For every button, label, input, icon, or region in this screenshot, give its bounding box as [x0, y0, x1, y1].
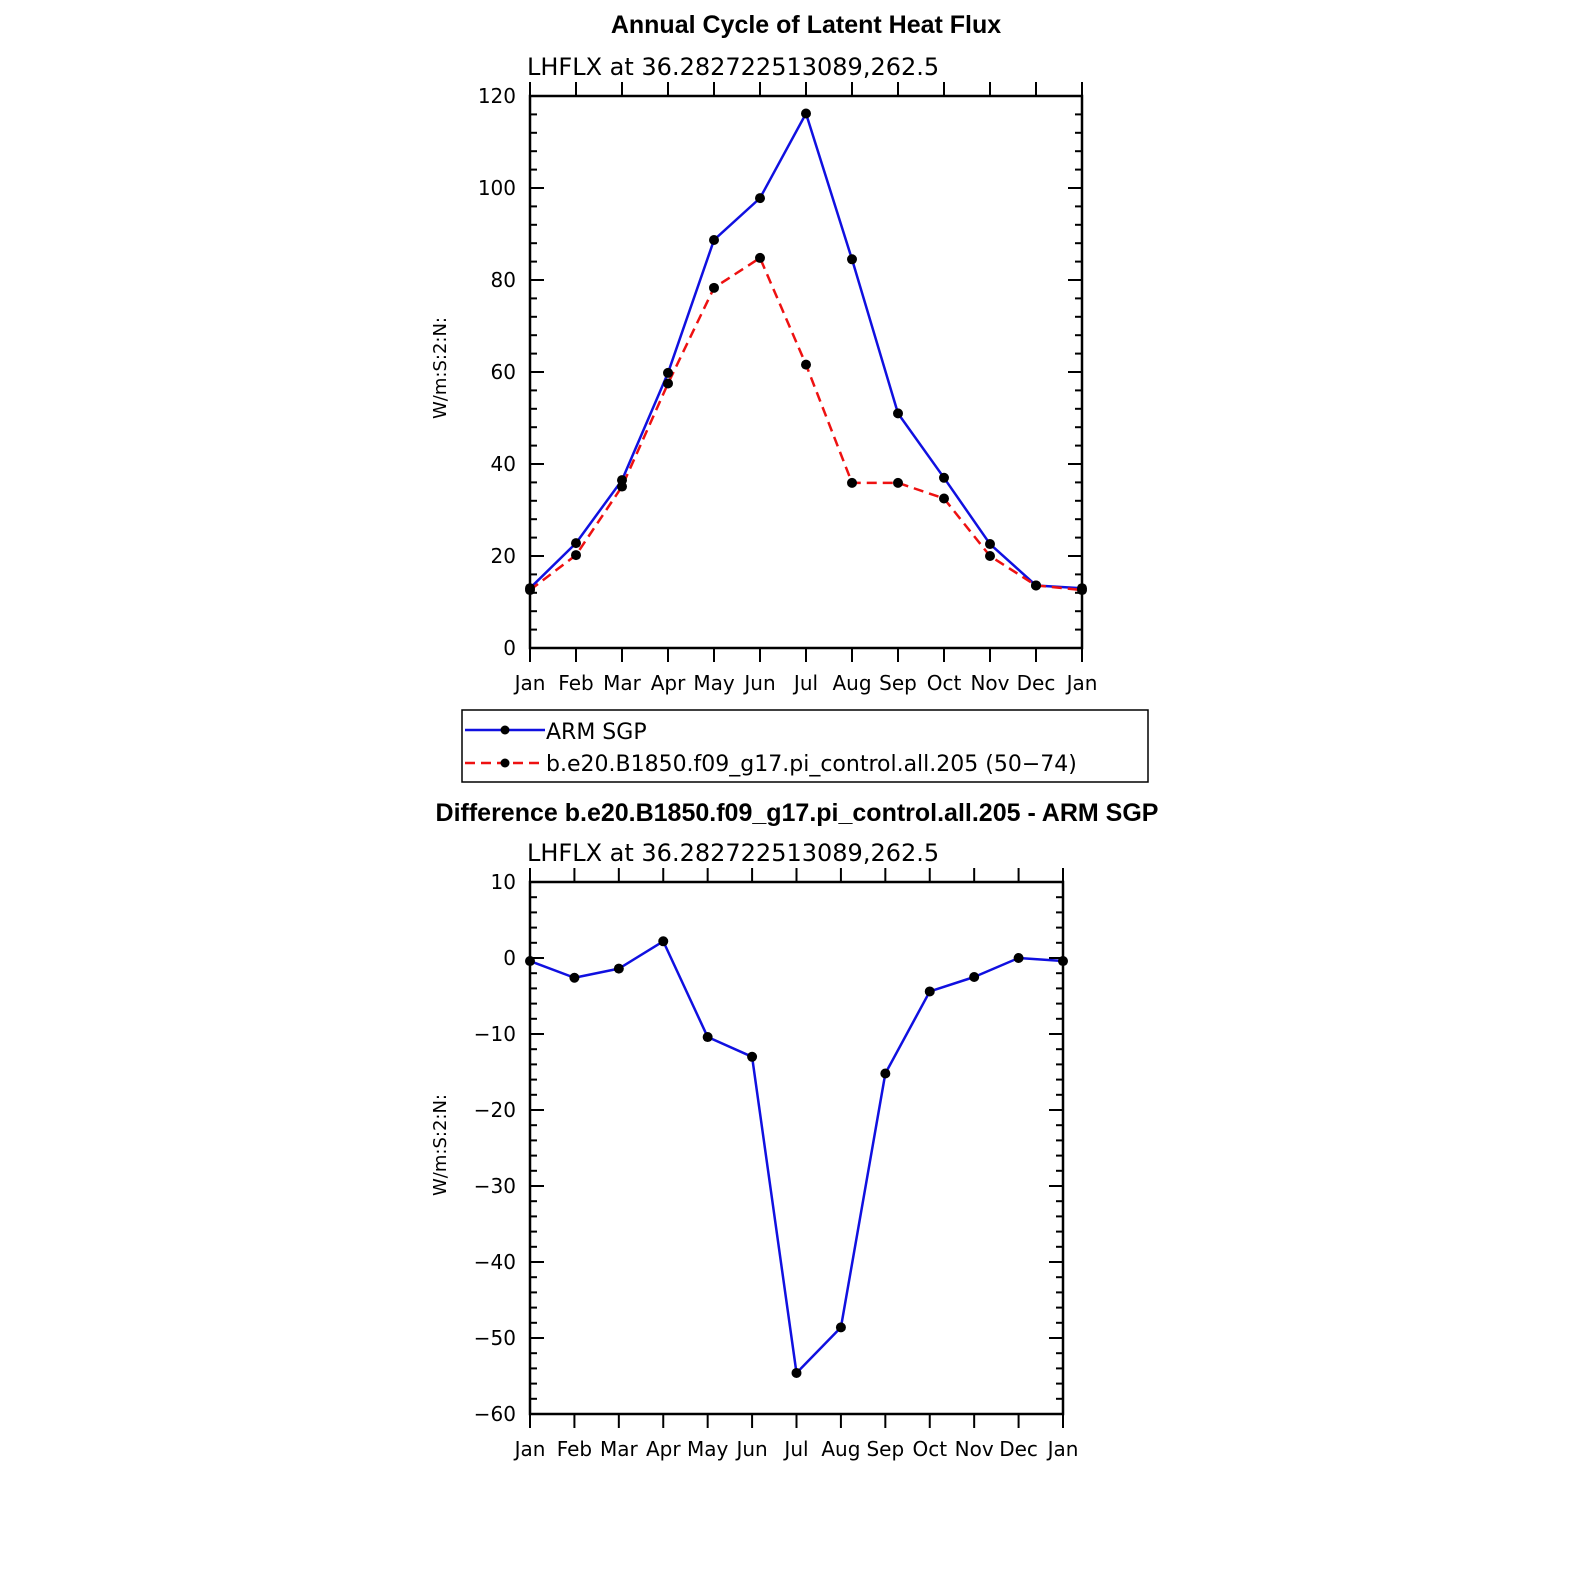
- top-x-tick-label: Jan: [1066, 671, 1098, 695]
- top-x-tick-label: Sep: [879, 671, 917, 695]
- top-series-1-point: [1077, 585, 1087, 595]
- top-series-0-point: [939, 473, 949, 483]
- bottom-x-tick-label: Jan: [514, 1437, 546, 1461]
- top-y-tick-label: 60: [490, 360, 516, 384]
- bottom-series-0-point: [1058, 956, 1068, 966]
- bottom-chart-title: Difference b.e20.B1850.f09_g17.pi_control.all.205 - ARM SGP: [435, 799, 1159, 827]
- top-series-0-point: [801, 108, 811, 118]
- bottom-series-0-point: [614, 964, 624, 974]
- top-plot-frame: [530, 96, 1082, 648]
- top-x-tick-label: Apr: [650, 671, 686, 695]
- bottom-y-tick-label: 0: [503, 946, 516, 970]
- bottom-x-tick-label: Aug: [821, 1437, 861, 1461]
- top-series-1-point: [525, 585, 535, 595]
- bottom-series-0-point: [925, 986, 935, 996]
- top-series-1-point: [617, 482, 627, 492]
- bottom-x-tick-label: Oct: [912, 1437, 948, 1461]
- top-y-tick-label: 80: [490, 268, 516, 292]
- top-chart: [430, 11, 1097, 695]
- top-series-1-point: [847, 478, 857, 488]
- top-series-0-point: [663, 368, 673, 378]
- bottom-series-0-point: [792, 1368, 802, 1378]
- top-y-tick-label: 20: [490, 544, 516, 568]
- bottom-x-tick-label: Feb: [556, 1437, 593, 1461]
- top-x-tick-label: Dec: [1016, 671, 1056, 695]
- bottom-series-0-point: [525, 956, 535, 966]
- bottom-chart-axes: [474, 868, 1079, 1461]
- legend-item-model: b.e20.B1850.f09_g17.pi_control.all.205 (50−74): [546, 752, 1077, 777]
- bottom-series-0-point: [836, 1322, 846, 1332]
- top-x-tick-label: Nov: [970, 671, 1010, 695]
- bottom-series-0-point: [969, 972, 979, 982]
- top-x-tick-label: Jun: [744, 671, 776, 695]
- bottom-chart-series: [525, 936, 1068, 1378]
- top-y-tick-label: 40: [490, 452, 516, 476]
- bottom-series-0-point: [747, 1052, 757, 1062]
- top-series-1-line: [530, 258, 1082, 590]
- top-x-tick-label: Oct: [926, 671, 962, 695]
- top-series-1-point: [939, 494, 949, 504]
- bottom-y-tick-label: −40: [473, 1250, 516, 1274]
- bottom-series-0-point: [703, 1032, 713, 1042]
- top-x-tick-label: Jul: [793, 671, 819, 695]
- bottom-series-0-point: [1014, 953, 1024, 963]
- top-series-0-point: [571, 538, 581, 548]
- bottom-chart-y-axis-label: W/m:S:2:N:: [430, 1094, 451, 1196]
- legend-obs-marker: [501, 726, 510, 735]
- legend-item-obs: ARM SGP: [546, 720, 647, 745]
- bottom-y-tick-label: −20: [473, 1098, 516, 1122]
- top-series-0-line: [530, 113, 1082, 588]
- top-x-tick-label: Aug: [832, 671, 872, 695]
- bottom-y-tick-label: −10: [473, 1022, 516, 1046]
- bottom-y-tick-label: −60: [473, 1402, 516, 1426]
- bottom-chart: [430, 799, 1158, 1461]
- bottom-y-tick-label: 10: [490, 870, 516, 894]
- bottom-y-tick-label: −30: [473, 1174, 516, 1198]
- bottom-x-tick-label: Jun: [736, 1437, 768, 1461]
- bottom-x-tick-label: Sep: [866, 1437, 905, 1461]
- bottom-x-tick-label: May: [686, 1437, 729, 1461]
- top-y-tick-label: 120: [477, 84, 516, 108]
- top-chart-title: Annual Cycle of Latent Heat Flux: [610, 11, 1002, 39]
- bottom-series-0-point: [569, 973, 579, 983]
- top-series-0-point: [893, 408, 903, 418]
- top-series-1-point: [985, 551, 995, 561]
- top-series-0-point: [755, 193, 765, 203]
- top-y-tick-label: 100: [477, 176, 516, 200]
- top-series-0-point: [709, 235, 719, 245]
- bottom-x-tick-label: Mar: [599, 1437, 638, 1461]
- top-chart-subtitle: LHFLX at 36.282722513089,262.5: [527, 53, 940, 81]
- top-series-1-point: [755, 253, 765, 263]
- top-series-1-point: [709, 283, 719, 293]
- bottom-x-tick-label: Nov: [954, 1437, 994, 1461]
- legend: [462, 710, 1148, 782]
- top-chart-axes: [478, 82, 1098, 695]
- top-series-1-point: [1031, 580, 1041, 590]
- top-series-1-point: [663, 379, 673, 389]
- top-series-1-point: [893, 478, 903, 488]
- bottom-x-tick-label: Jan: [1047, 1437, 1079, 1461]
- top-series-1-point: [571, 550, 581, 560]
- bottom-y-tick-label: −50: [473, 1326, 516, 1350]
- top-x-tick-label: Mar: [603, 671, 641, 695]
- bottom-plot-frame: [530, 882, 1063, 1414]
- top-chart-y-axis-label: W/m:S:2:N:: [430, 317, 451, 419]
- bottom-series-0-line: [530, 941, 1063, 1373]
- top-series-0-point: [847, 254, 857, 264]
- bottom-x-tick-label: Dec: [999, 1437, 1038, 1461]
- top-series-0-point: [985, 539, 995, 549]
- bottom-series-0-point: [658, 936, 668, 946]
- top-series-1-point: [801, 360, 811, 370]
- top-x-tick-label: May: [693, 671, 735, 695]
- top-y-tick-label: 0: [503, 636, 516, 660]
- top-x-tick-label: Feb: [558, 671, 594, 695]
- bottom-x-tick-label: Apr: [645, 1437, 681, 1461]
- bottom-series-0-point: [880, 1069, 890, 1079]
- bottom-x-tick-label: Jul: [784, 1437, 809, 1461]
- bottom-chart-subtitle: LHFLX at 36.282722513089,262.5: [527, 839, 940, 867]
- top-chart-series: [525, 108, 1087, 595]
- legend-model-marker: [501, 759, 510, 768]
- top-x-tick-label: Jan: [514, 671, 546, 695]
